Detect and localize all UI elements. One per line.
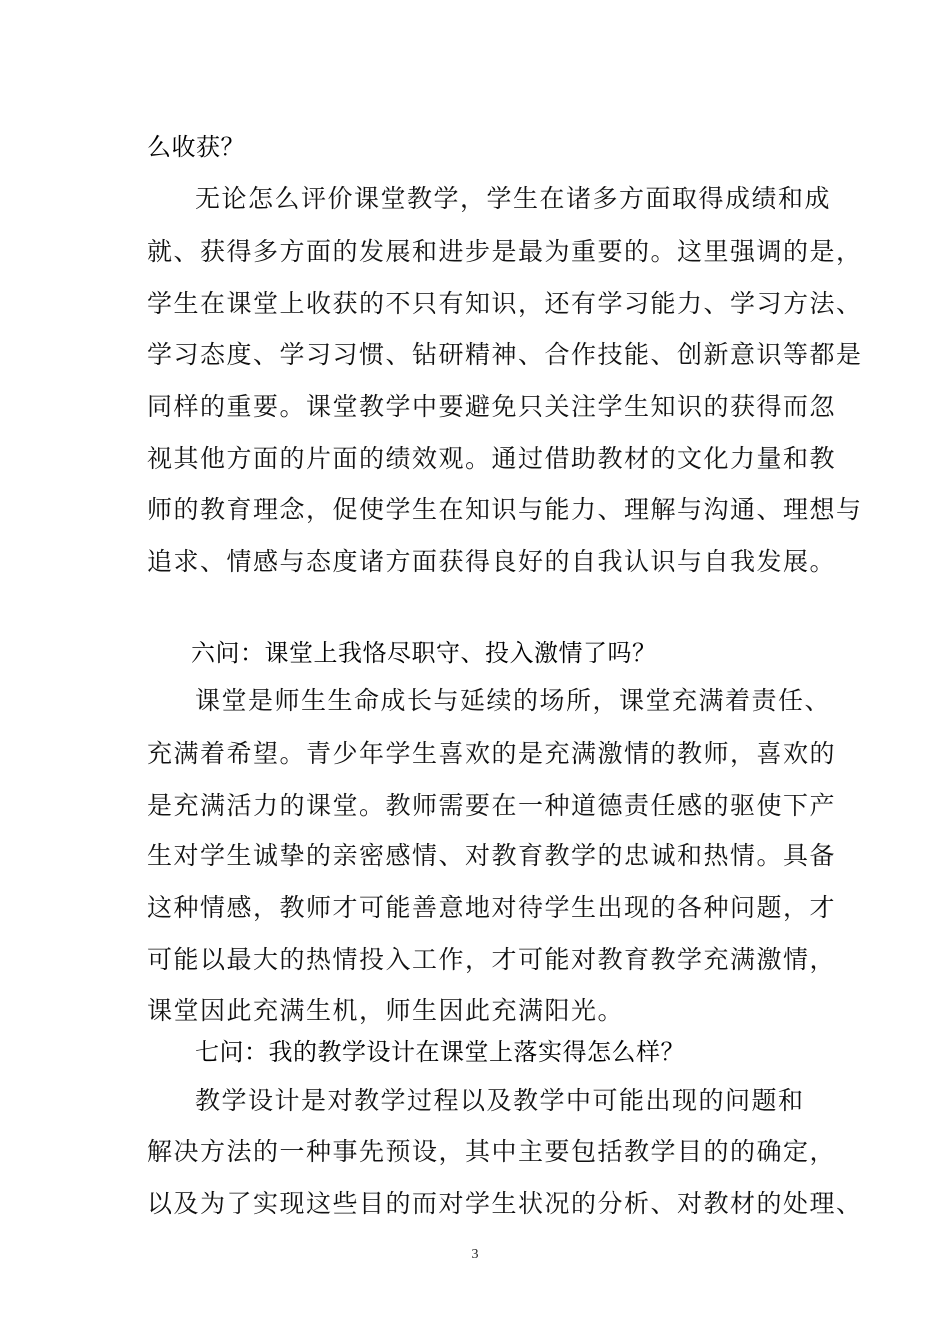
paragraph-line: 生对学生诚挚的亲密感情、对教育教学的忠诚和热情。具备 [147, 841, 837, 870]
paragraph-line: 课堂因此充满生机，师生因此充满阳光。 [147, 996, 625, 1025]
paragraph-line: 可能以最大的热情投入工作，才可能对教育教学充满激情， [147, 945, 837, 974]
paragraph-line: 学习态度、学习习惯、钻研精神、合作技能、创新意识等都是 [147, 340, 863, 369]
paragraph-line: 是充满活力的课堂。教师需要在一种道德责任感的驱使下产 [147, 791, 837, 820]
page-number: 3 [471, 1247, 479, 1262]
paragraph-line: 就、获得多方面的发展和进步是最为重要的。这里强调的是， [147, 237, 863, 266]
paragraph-line: 这种情感，教师才可能善意地对待学生出现的各种问题，才 [147, 893, 837, 922]
paragraph-line: 教学设计是对教学过程以及教学中可能出现的问题和 [195, 1086, 805, 1115]
paragraph-line: 课堂是师生生命成长与延续的场所，课堂充满着责任、 [195, 686, 832, 715]
continued-question-line: 么收获？ [147, 133, 245, 161]
paragraph-line: 学生在课堂上收获的不只有知识，还有学习能力、学习方法、 [147, 289, 863, 318]
paragraph-line: 充满着希望。青少年学生喜欢的是充满激情的教师，喜欢的 [147, 739, 837, 768]
paragraph-line: 以及为了实现这些目的而对学生状况的分析、对教材的处理、 [147, 1189, 863, 1218]
section-heading-seven: 七问：我的教学设计在课堂上落实得怎么样？ [195, 1038, 685, 1066]
paragraph-line: 无论怎么评价课堂教学，学生在诸多方面取得成绩和成 [195, 184, 832, 213]
paragraph-line: 视其他方面的片面的绩效观。通过借助教材的文化力量和教 [147, 444, 837, 473]
paragraph-line: 师的教育理念，促使学生在知识与能力、理解与沟通、理想与 [147, 495, 863, 524]
paragraph-line: 同样的重要。课堂教学中要避免只关注学生知识的获得而忽 [147, 392, 837, 421]
paragraph-line: 追求、情感与态度诸方面获得良好的自我认识与自我发展。 [147, 547, 837, 576]
section-heading-six: 六问：课堂上我恪尽职守、投入激情了吗？ [191, 639, 657, 667]
paragraph-line: 解决方法的一种事先预设，其中主要包括教学目的的确定， [147, 1137, 837, 1166]
